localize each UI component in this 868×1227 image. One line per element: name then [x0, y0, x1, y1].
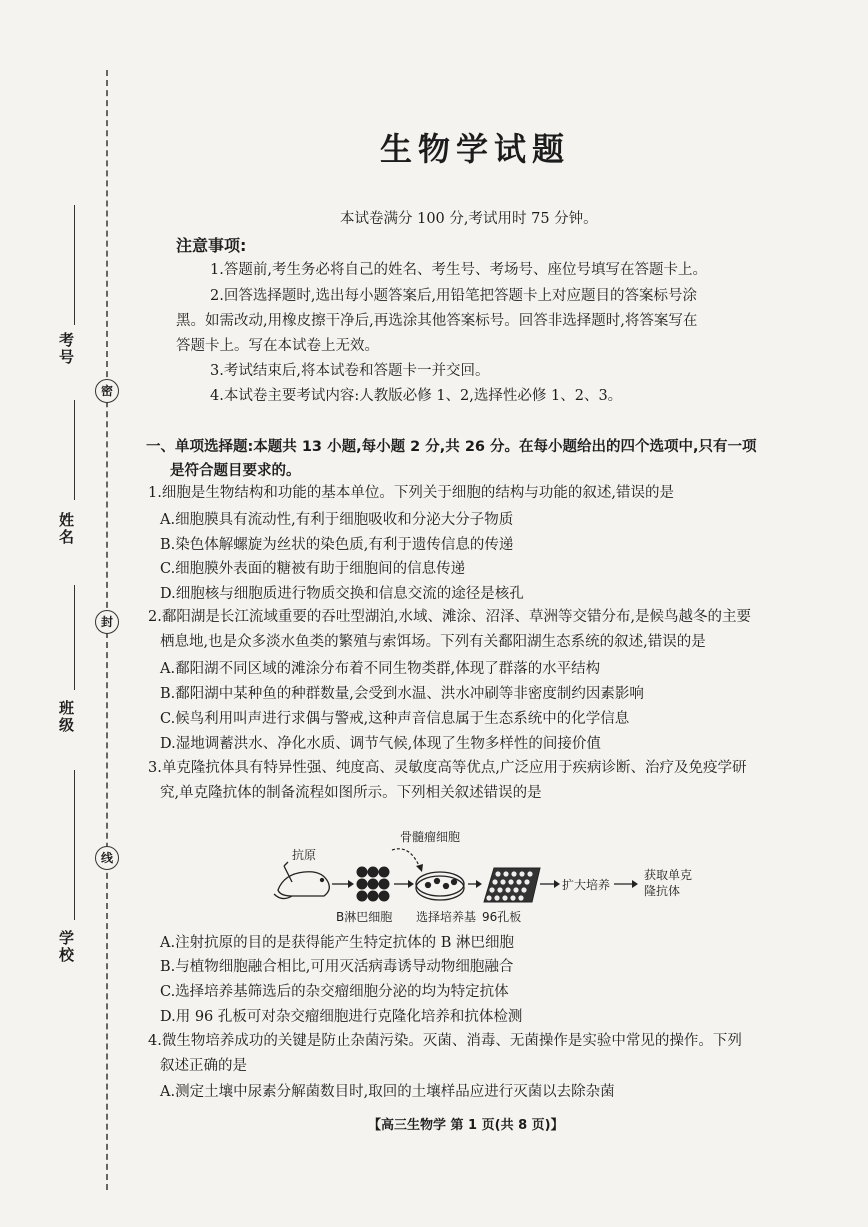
- petri-dish-icon: [416, 872, 464, 900]
- question-3-stem-cont: 究,单克隆抗体的制备流程如图所示。下列相关叙述错误的是: [160, 785, 542, 801]
- label-selective-medium: 选择培养基: [416, 910, 477, 924]
- page-title: 生物学试题: [380, 130, 571, 168]
- notice-item: 2.回答选择题时,选出每小题答案后,用铅笔把答题卡上对应题目的答案标号涂: [210, 288, 698, 304]
- notice-item: 答题卡上。写在本试卷上无效。: [176, 338, 379, 354]
- label-result-1: 获取单克: [644, 868, 693, 882]
- question-1-option-a: A.细胞膜具有流动性,有利于细胞吸收和分泌大分子物质: [160, 512, 514, 528]
- question-2-option-d: D.湿地调蓄洪水、净化水质、调节气候,体现了生物多样性的间接价值: [160, 736, 601, 752]
- question-1-stem: 1.细胞是生物结构和功能的基本单位。下列关于细胞的结构与功能的叙述,错误的是: [148, 485, 674, 501]
- label-myeloma: 骨髓瘤细胞: [400, 830, 461, 844]
- question-3-stem: 3.单克隆抗体具有特异性强、纯度高、灵敏度高等优点,广泛应用于疾病诊断、治疗及免疫学研: [148, 760, 747, 776]
- question-3-option-c: C.选择培养基筛选后的杂交瘤细胞分泌的均为特定抗体: [160, 984, 509, 1000]
- question-2-option-a: A.鄱阳湖不同区域的滩涂分布着不同生物类群,体现了群落的水平结构: [160, 661, 601, 677]
- exam-number-line: [74, 205, 75, 325]
- b-cell-cluster: [357, 867, 389, 901]
- well-plate-icon: [484, 868, 540, 902]
- class-line: [74, 585, 75, 690]
- question-2-stem-cont: 栖息地,也是众多淡水鱼类的繁殖与索饵场。下列有关鄱阳湖生态系统的叙述,错误的是: [160, 634, 706, 650]
- binding-margin: [0, 0, 115, 1227]
- notice-item: 1.答题前,考生务必将自己的姓名、考生号、考场号、座位号填写在答题卡上。: [210, 262, 707, 278]
- exam-number-label: 考号: [57, 332, 75, 366]
- question-2-option-b: B.鄱阳湖中某种鱼的种群数量,会受到水温、洪水冲刷等非密度制约因素影响: [160, 686, 644, 702]
- notice-item: 4.本试卷主要考试内容:人教版必修 1、2,选择性必修 1、2、3。: [210, 388, 623, 404]
- question-4-option-a: A.测定土壤中尿素分解菌数目时,取回的土壤样品应进行灭菌以去除杂菌: [160, 1084, 615, 1100]
- section-heading-line2: 是符合题目要求的。: [170, 463, 301, 479]
- question-3-option-a: A.注射抗原的目的是获得能产生特定抗体的 B 淋巴细胞: [160, 935, 514, 951]
- question-1-option-c: C.细胞膜外表面的糖被有助于细胞间的信息传递: [160, 561, 466, 577]
- question-2-option-c: C.候鸟利用叫声进行求偶与警戒,这种声音信息属于生态系统中的化学信息: [160, 711, 630, 727]
- school-label: 学校: [57, 930, 75, 964]
- notice-title: 注意事项:: [176, 236, 247, 255]
- question-4-stem-cont: 叙述正确的是: [160, 1058, 247, 1074]
- seal-mi: 密: [95, 379, 119, 403]
- school-line: [74, 770, 75, 920]
- label-expand: 扩大培养: [562, 878, 611, 892]
- question-3-option-d: D.用 96 孔板可对杂交瘤细胞进行克隆化培养和抗体检测: [160, 1009, 523, 1025]
- notice-item: 黑。如需改动,用橡皮擦干净后,再选涂其他答案标号。回答非选择题时,将答案写在: [176, 313, 698, 329]
- label-96-plate: 96孔板: [482, 910, 522, 924]
- class-label: 班级: [57, 700, 75, 734]
- notice-item: 3.考试结束后,将本试卷和答题卡一并交回。: [210, 363, 490, 379]
- question-2-stem: 2.鄱阳湖是长江流域重要的吞吐型湖泊,水域、滩涂、沼泽、草洲等交错分布,是候鸟越冬的主要: [148, 609, 752, 625]
- monoclonal-antibody-diagram: [270, 828, 740, 928]
- question-1-option-d: D.细胞核与细胞质进行物质交换和信息交流的途径是核孔: [160, 586, 524, 602]
- name-line: [74, 400, 75, 500]
- label-b-cell: B淋巴细胞: [336, 910, 393, 924]
- mouse-icon: [274, 862, 329, 899]
- page-footer: 【高三生物学 第 1 页(共 8 页)】: [368, 1118, 564, 1133]
- section-heading-line1: 一、单项选择题:本题共 13 小题,每小题 2 分,共 26 分。在每小题给出的四个选项中,只有一项: [146, 439, 757, 455]
- question-3-option-b: B.与植物细胞融合相比,可用灭活病毒诱导动物细胞融合: [160, 959, 514, 975]
- seal-feng: 封: [95, 610, 119, 634]
- name-label: 姓名: [57, 512, 75, 546]
- seal-xian: 线: [95, 846, 119, 870]
- section-heading: [146, 435, 826, 483]
- question-1-option-b: B.染色体解螺旋为丝状的染色质,有利于遗传信息的传递: [160, 537, 514, 553]
- label-antigen: 抗原: [292, 848, 317, 862]
- question-4-stem: 4.微生物培养成功的关键是防止杂菌污染。灭菌、消毒、无菌操作是实验中常见的操作。下列: [148, 1033, 742, 1049]
- exam-info: 本试卷满分 100 分,考试用时 75 分钟。: [340, 211, 598, 227]
- label-result-2: 隆抗体: [644, 884, 681, 898]
